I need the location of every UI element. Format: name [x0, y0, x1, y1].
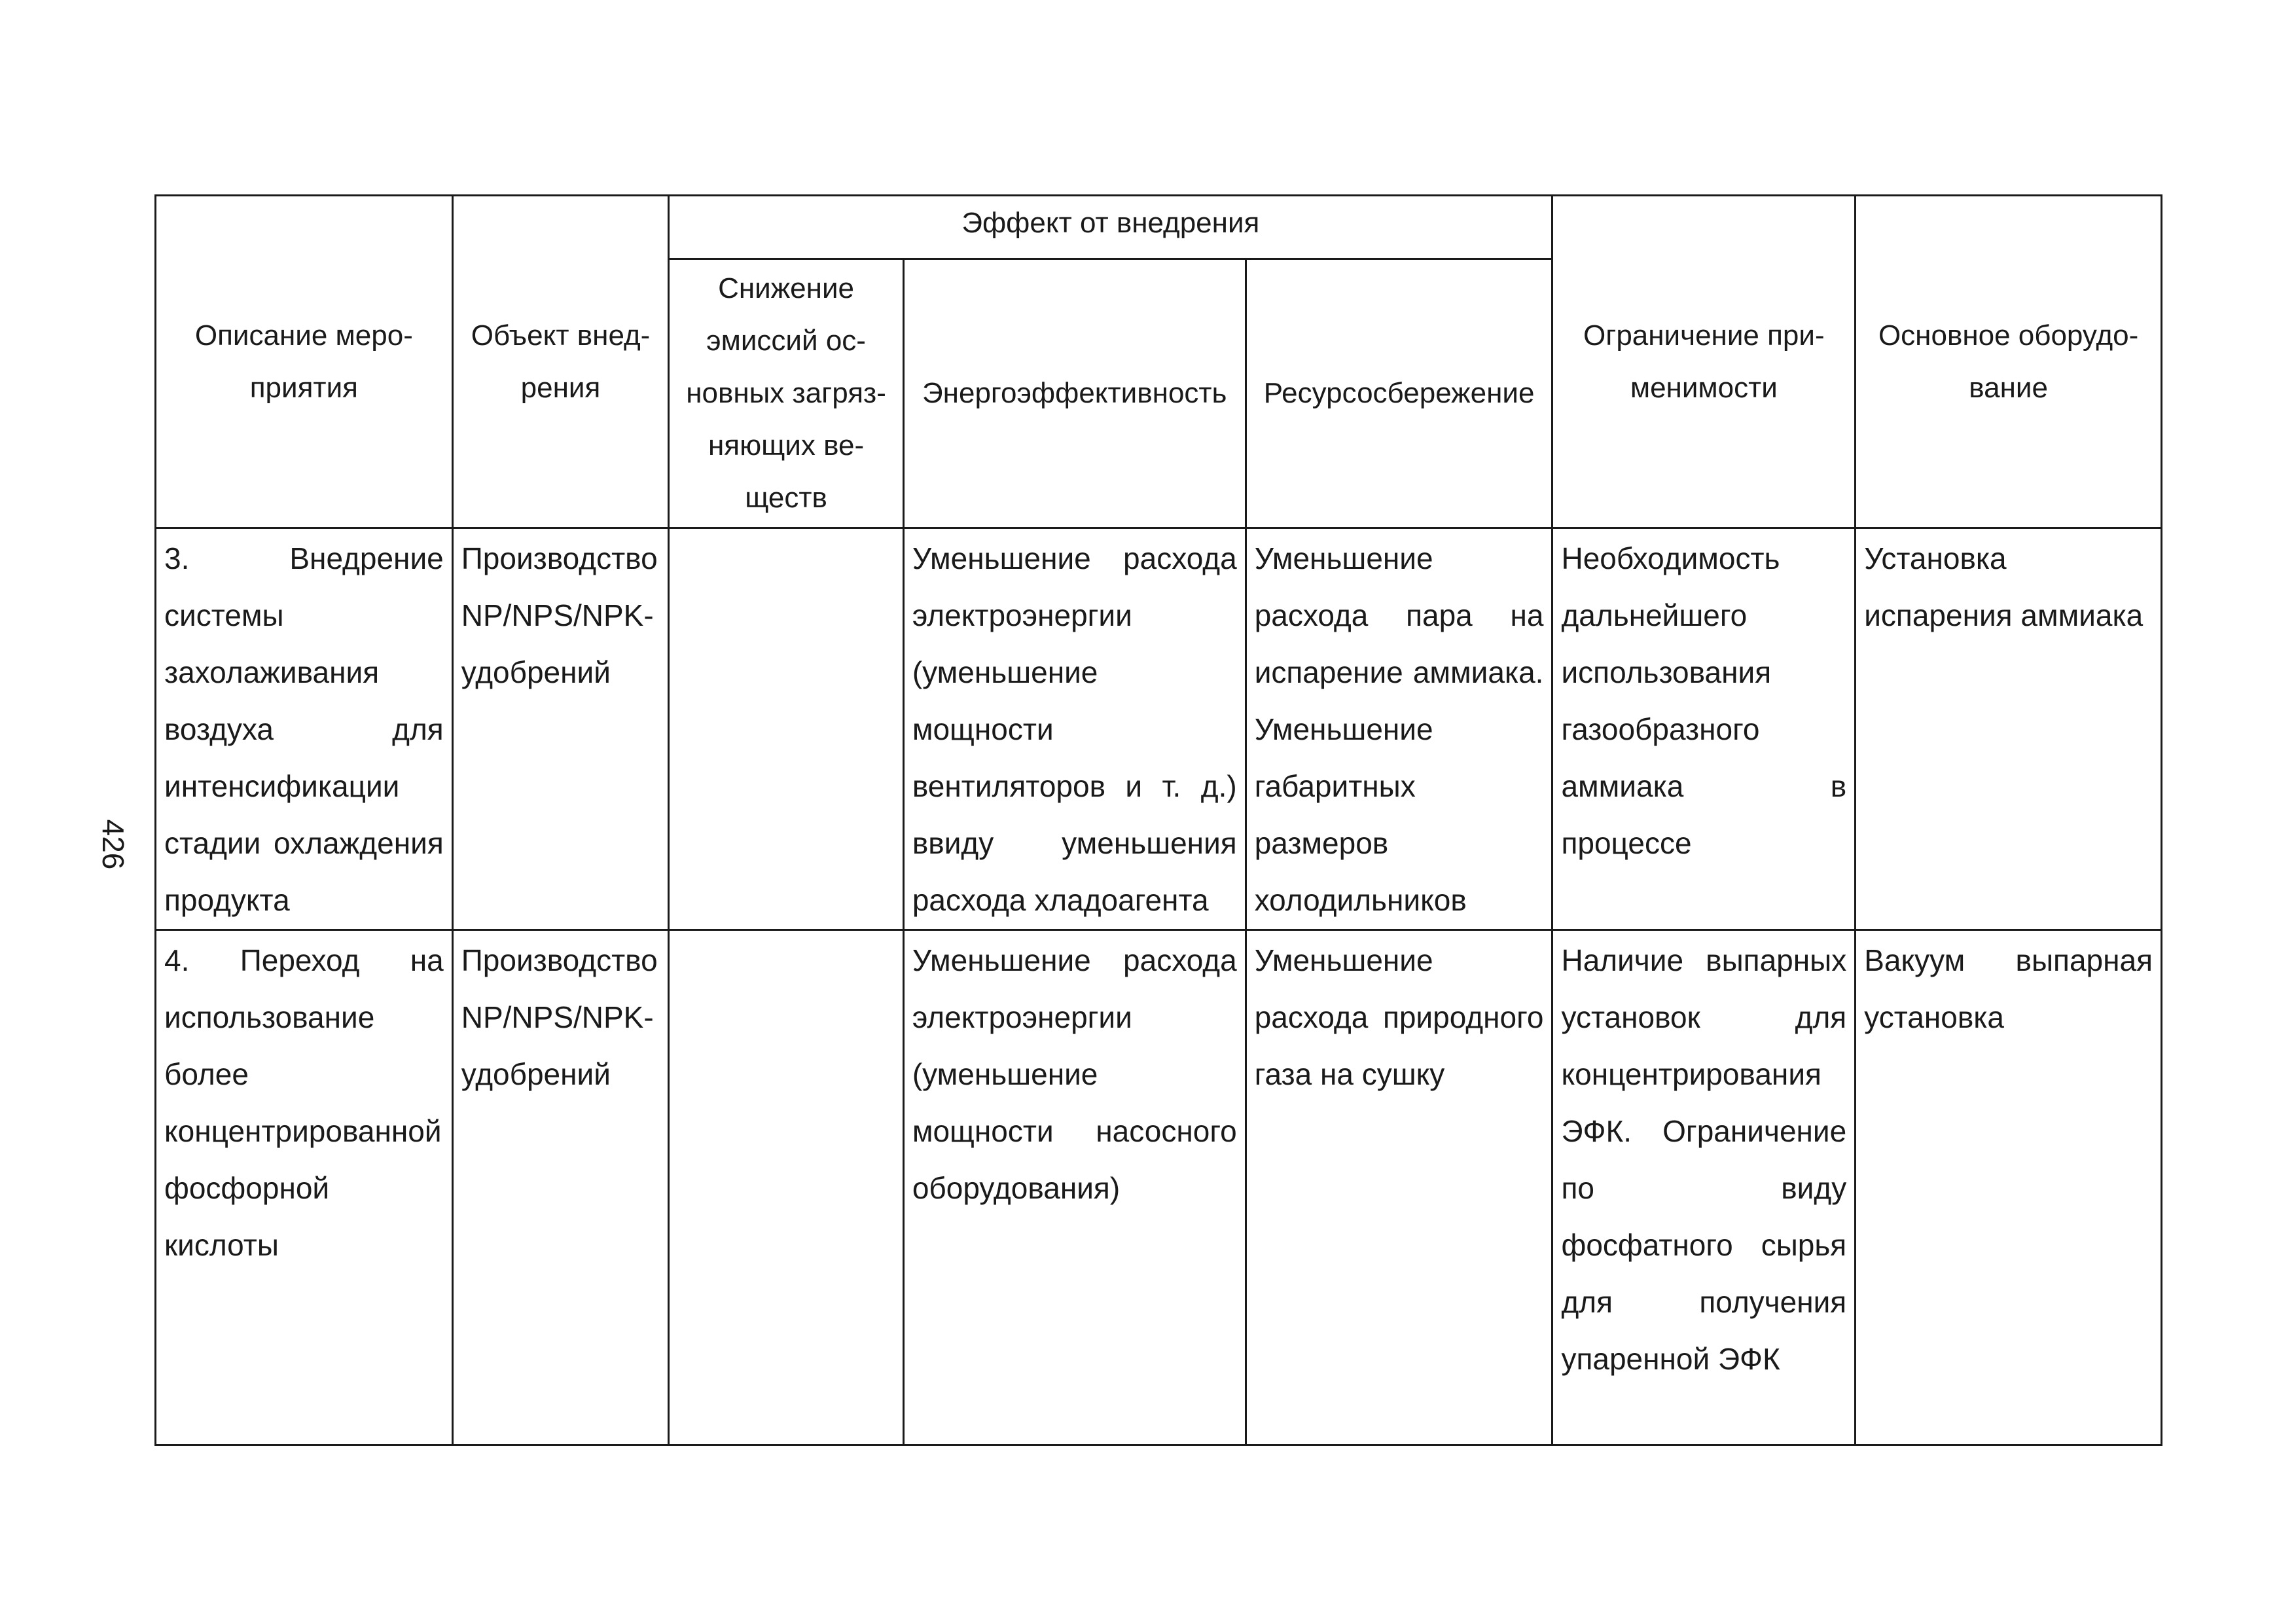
measures-table [154, 194, 2162, 1446]
cell-emissions [669, 528, 904, 930]
header-effect-group: Эффект от внедрения [669, 196, 1552, 259]
cell-emissions [669, 930, 904, 1445]
header-limitations: Ограничение при- менимости [1552, 196, 1856, 528]
table-row [156, 930, 2162, 1445]
cell-energy: Уменьшение расхода электроэнергии (уменьшение мощности вентиляторов и т. д.) ввиду уменьшения расхода хладоагента [903, 528, 1246, 930]
cell-energy: Уменьшение расхода электроэнергии (уменьшение мощности насосного оборудования) [903, 930, 1246, 1445]
cell-limitations: Наличие выпарных установок для концентрирования ЭФК. Ограничение по виду фосфатного сырья для получения упаренной ЭФК [1552, 930, 1856, 1445]
cell-object: Производство NP/NPS/NPK-удобрений [452, 528, 669, 930]
cell-object: Производство NP/NPS/NPK-удобрений [452, 930, 669, 1445]
cell-limitations: Необходимость дальнейшего использования газообразного аммиака в процессе [1552, 528, 1856, 930]
table-row [156, 528, 2162, 930]
header-description: Описание меро- приятия [156, 196, 453, 528]
header-energy: Энергоэффективность [903, 259, 1246, 528]
cell-resources: Уменьшение расхода пара на испарение аммиака. Уменьшение габаритных размеров холодильников [1246, 528, 1552, 930]
cell-equipment: Вакуум выпарная установка [1856, 930, 2162, 1445]
header-equipment: Основное оборудо- вание [1856, 196, 2162, 528]
cell-equipment: Установка испарения аммиака [1856, 528, 2162, 930]
cell-resources: Уменьшение расхода природного газа на сушку [1246, 930, 1552, 1445]
header-object: Объект внед- рения [452, 196, 669, 528]
cell-description: 3. Внедрение системы захолаживания воздуха для интенсификации стадии охлаждения продукта [156, 528, 453, 930]
header-row-top [156, 196, 2162, 259]
cell-description: 4. Переход на использование более концентрированной фосфорной кислоты [156, 930, 453, 1445]
page-number: 426 [96, 819, 130, 870]
header-resources: Ресурсосбережение [1246, 259, 1552, 528]
header-emissions: Снижение эмиссий ос- новных загряз- няющих ве- ществ [669, 259, 904, 528]
